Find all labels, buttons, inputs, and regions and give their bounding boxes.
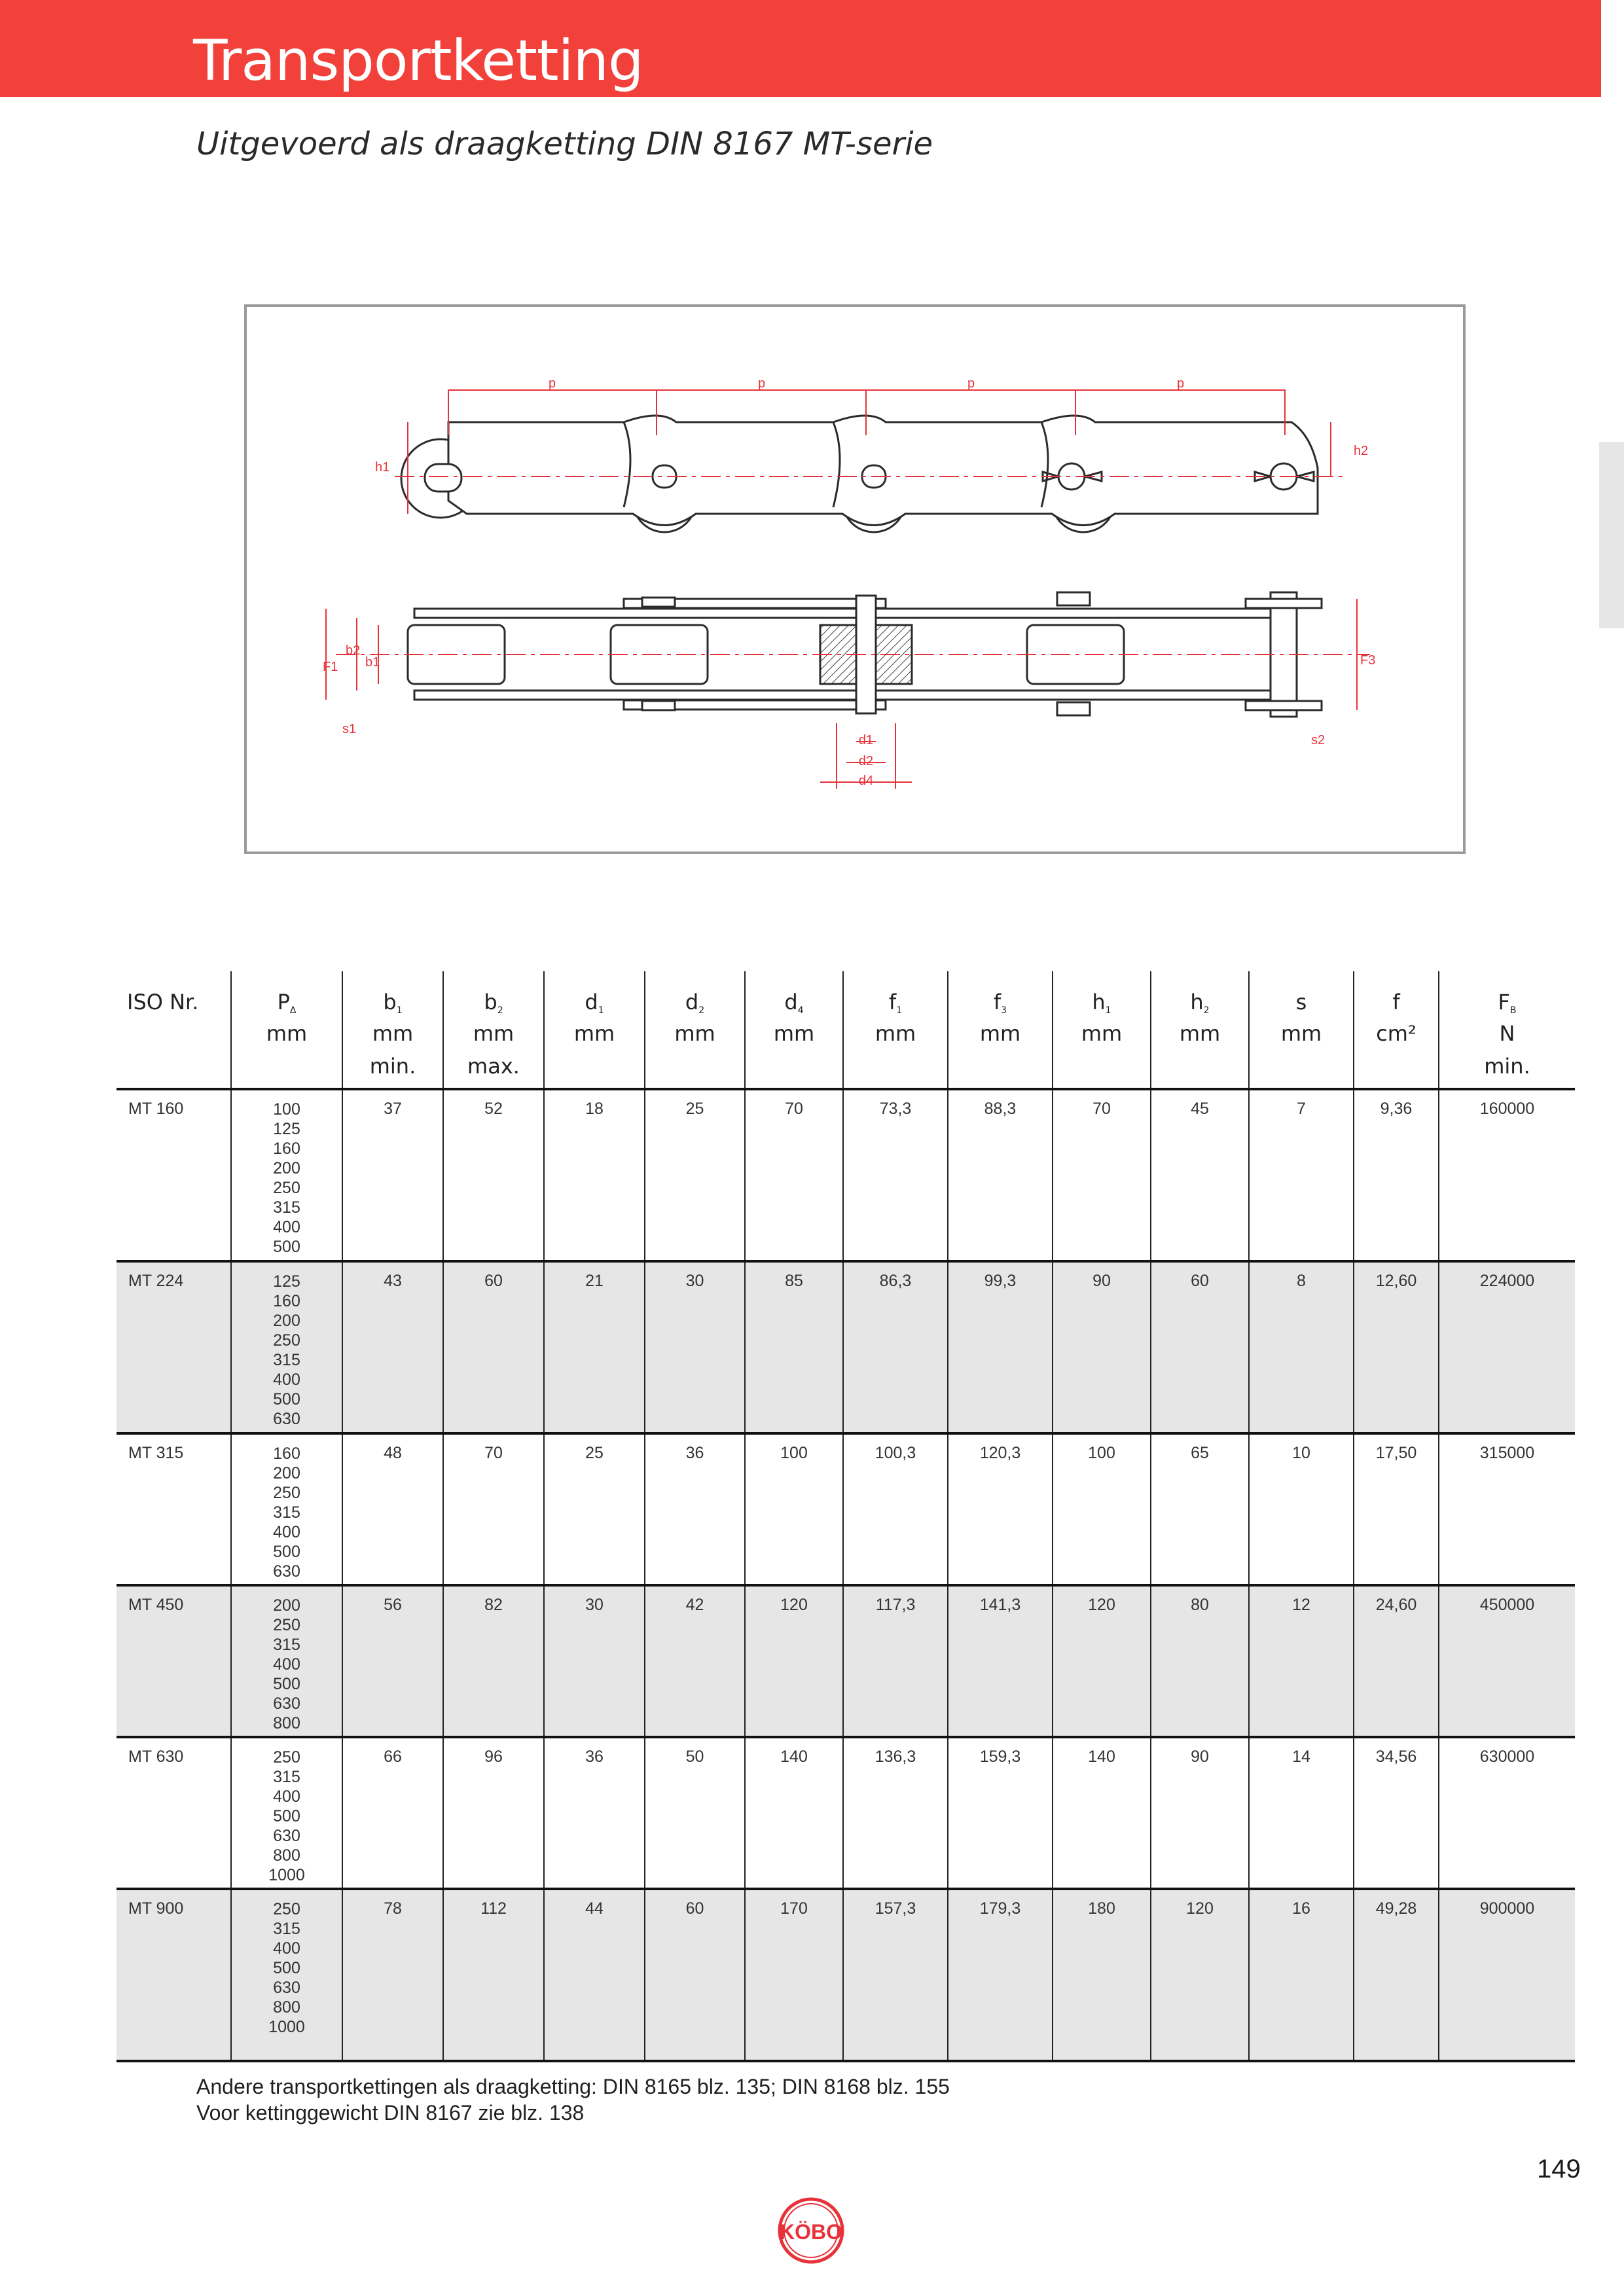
pitch-value: 125 (273, 1120, 300, 1138)
value-cell-fb: 630000 (1479, 1748, 1535, 1766)
value-cell-h1: 100 (1053, 1433, 1151, 1585)
spec-table (117, 971, 1575, 2062)
column-header (342, 971, 443, 1089)
value-cell-f1: 117,3 (843, 1585, 948, 1737)
pitch-value: 500 (273, 1675, 300, 1693)
value-cell-h2: 60 (1151, 1261, 1249, 1433)
value-cell-b2: 60 (443, 1261, 544, 1433)
column-header (1151, 971, 1249, 1089)
pitch-value: 400 (273, 1523, 300, 1541)
pitch-value: 315 (273, 1503, 300, 1522)
column-limit (645, 1054, 744, 1086)
value-cell-d1: 21 (544, 1261, 645, 1433)
value-cell-b2: 96 (443, 1737, 544, 1889)
column-unit: cm² (1376, 1021, 1416, 1046)
pitch-value: 200 (273, 1159, 300, 1177)
side-view (401, 416, 1318, 532)
table-header-row (117, 971, 1575, 1089)
value-cell-f3: 88,3 (948, 1089, 1053, 1261)
value-cell-f1: 100,3 (843, 1433, 948, 1585)
value-cell-f3: 179,3 (948, 1889, 1053, 2061)
table-row (117, 1089, 1575, 1261)
side-tab (1599, 442, 1624, 628)
pitch-value: 160 (273, 1444, 300, 1463)
value-cell-d2: 42 (645, 1585, 745, 1737)
pitch-value: 250 (273, 1616, 300, 1634)
pitch-label: p (967, 376, 975, 391)
value-cell-d2: 30 (645, 1261, 745, 1433)
value-cell-f: 34,56 (1354, 1737, 1439, 1889)
column-symbol: f (1392, 990, 1400, 1014)
pitch-cell (231, 1737, 342, 1889)
pitch-cell (231, 1089, 342, 1261)
column-limit (232, 1054, 342, 1086)
pitch-cell (231, 1889, 342, 2061)
column-limit (844, 1054, 947, 1086)
value-cell-f1: 86,3 (843, 1261, 948, 1433)
b1-label: b1 (365, 655, 380, 670)
column-limit (1151, 1054, 1248, 1086)
s1-label: s1 (342, 722, 357, 736)
value-cell-f1: 136,3 (843, 1737, 948, 1889)
column-unit: N (1499, 1021, 1515, 1046)
table-row (117, 1737, 1575, 1889)
footnote-1: Andere transportkettingen als draagketting: DIN 8165 blz. 135; DIN 8168 blz. 155 (196, 2075, 950, 2098)
column-symbol: $d_2$ (685, 990, 705, 1016)
column-symbol: $b_2$ (484, 990, 503, 1016)
value-cell-h1: 140 (1053, 1737, 1151, 1889)
value-cell-fb: 224000 (1439, 1261, 1575, 1433)
value-cell-f: 49,28 (1354, 1889, 1439, 2061)
column-header (544, 971, 645, 1089)
value-cell-h2: 80 (1151, 1585, 1249, 1737)
pitch-label: p (758, 376, 766, 391)
value-cell-fb: 900000 (1439, 1889, 1575, 2061)
iso-cell: MT 160 (117, 1089, 231, 1261)
iso-cell: MT 224 (117, 1261, 231, 1433)
pitch-cell (231, 1261, 342, 1433)
pitch-value: 250 (273, 1331, 300, 1350)
value-cell-b1: 78 (342, 1889, 443, 2061)
value-cell-h1: 90 (1053, 1261, 1151, 1433)
value-cell-s: 12 (1249, 1585, 1354, 1737)
column-symbol: $d_1$ (585, 990, 604, 1016)
iso-cell: MT 900 (117, 1889, 231, 2061)
value-cell-d4: 100 (745, 1433, 843, 1585)
column-unit: mm (1179, 1021, 1221, 1046)
drawing-frame (245, 306, 1464, 853)
column-unit: mm (1280, 1021, 1322, 1046)
value-cell-fb: 315000 (1479, 1444, 1535, 1462)
column-symbol: $f_3$ (993, 990, 1007, 1016)
pitch-value: 250 (273, 1484, 300, 1502)
value-cell-b1: 66 (342, 1737, 443, 1889)
value-cell-f3: 159,3 (948, 1737, 1053, 1889)
column-limit: min. (1484, 1054, 1530, 1079)
column-symbol: $d_4$ (784, 990, 804, 1016)
value-cell-d1: 44 (544, 1889, 645, 2061)
value-cell-d2: 60 (645, 1889, 745, 2061)
pitch-value: 200 (273, 1596, 300, 1615)
pitch-value: 160 (273, 1139, 300, 1158)
table-row (117, 1261, 1575, 1433)
pitch-value: 1000 (268, 1866, 305, 1884)
column-header (843, 971, 948, 1089)
pitch-value: 100 (273, 1100, 300, 1119)
column-limit (948, 1054, 1052, 1086)
value-cell-s: 7 (1249, 1089, 1354, 1261)
value-cell-d2: 36 (645, 1433, 745, 1585)
column-header (443, 971, 544, 1089)
value-cell-fb: 450000 (1439, 1585, 1575, 1737)
column-limit (127, 1054, 230, 1086)
value-cell-f3: 99,3 (948, 1261, 1053, 1433)
value-cell-h1: 180 (1053, 1889, 1151, 2061)
column-limit (1053, 1054, 1150, 1086)
table-row (117, 1433, 1575, 1585)
column-limit: min. (369, 1054, 416, 1079)
column-unit: mm (773, 1021, 815, 1046)
pitch-value: 800 (273, 1846, 300, 1865)
pitch-value: 250 (273, 1900, 300, 1918)
column-unit: mm (266, 1021, 308, 1046)
pitch-value: 200 (273, 1312, 300, 1330)
column-header (231, 971, 342, 1089)
value-cell-b2: 70 (443, 1433, 544, 1585)
value-cell-b1: 48 (342, 1433, 443, 1585)
value-cell-d1: 18 (544, 1089, 645, 1261)
value-cell-h2: 65 (1151, 1433, 1249, 1585)
pitch-value: 500 (273, 1543, 300, 1561)
value-cell-d1: 25 (544, 1433, 645, 1585)
pitch-value: 630 (273, 1827, 300, 1845)
page-title: Transportketting (193, 28, 643, 94)
pitch-value: 250 (273, 1748, 300, 1767)
column-unit: mm (875, 1021, 916, 1046)
value-cell-f1: 157,3 (843, 1889, 948, 2061)
column-limit (746, 1054, 842, 1086)
column-limit: max. (467, 1054, 520, 1079)
value-cell-f: 17,50 (1354, 1433, 1439, 1585)
pitch-value: 400 (273, 1218, 300, 1236)
pitch-value: 500 (273, 1238, 300, 1256)
h1-label: h1 (375, 460, 390, 475)
column-header (745, 971, 843, 1089)
table-row (117, 1889, 1575, 2061)
pitch-cell (231, 1585, 342, 1737)
iso-cell: MT 450 (117, 1585, 231, 1737)
d2-label: d2 (858, 754, 874, 768)
column-header (948, 971, 1053, 1089)
pitch-label: p (549, 376, 556, 391)
pitch-value: 315 (273, 1198, 300, 1217)
s2-label: s2 (1311, 733, 1326, 747)
d4-label: d4 (858, 774, 874, 788)
pitch-value: 125 (273, 1272, 300, 1291)
b2-label: b2 (346, 643, 361, 658)
value-cell-b1: 56 (342, 1585, 443, 1737)
pitch-value: 400 (273, 1655, 300, 1674)
value-cell-h1: 70 (1053, 1089, 1151, 1261)
value-cell-d2: 50 (645, 1737, 745, 1889)
F3-label: F3 (1360, 653, 1376, 668)
column-header (1354, 971, 1439, 1089)
value-cell-b2: 52 (443, 1089, 544, 1261)
value-cell-f: 9,36 (1354, 1089, 1439, 1261)
pitch-value: 630 (273, 1562, 300, 1581)
column-unit: mm (573, 1021, 615, 1046)
value-cell-s: 16 (1249, 1889, 1354, 2061)
column-unit: mm (674, 1021, 715, 1046)
pitch-value: 200 (273, 1464, 300, 1482)
pitch-value: 250 (273, 1179, 300, 1197)
pitch-value: 315 (273, 1636, 300, 1654)
column-unit: mm (979, 1021, 1021, 1046)
value-cell-b2: 82 (443, 1585, 544, 1737)
pitch-value: 315 (273, 1920, 300, 1938)
h2-label: h2 (1354, 444, 1369, 458)
column-unit: mm (1081, 1021, 1123, 1046)
pitch-value: 400 (273, 1371, 300, 1389)
value-cell-s: 14 (1249, 1737, 1354, 1889)
pitch-value: 500 (273, 1390, 300, 1408)
pitch-value: 400 (273, 1939, 300, 1958)
iso-cell: MT 315 (117, 1433, 231, 1585)
value-cell-d2: 25 (645, 1089, 745, 1261)
value-cell-f: 12,60 (1354, 1261, 1439, 1433)
value-cell-d4: 170 (745, 1889, 843, 2061)
chain-drawing (244, 304, 1466, 854)
pitch-value: 500 (273, 1807, 300, 1825)
column-symbol: ISO Nr. (127, 990, 199, 1014)
column-unit (127, 1021, 230, 1054)
iso-cell: MT 630 (117, 1737, 231, 1889)
value-cell-d1: 30 (544, 1585, 645, 1737)
value-cell-d4: 85 (745, 1261, 843, 1433)
table-row (117, 1585, 1575, 1737)
pitch-value: 630 (273, 1979, 300, 1997)
column-header (117, 971, 231, 1089)
column-header (1249, 971, 1354, 1089)
value-cell-s: 8 (1249, 1261, 1354, 1433)
value-cell-h1: 120 (1053, 1585, 1151, 1737)
column-symbol: $h_2$ (1190, 990, 1210, 1016)
pitch-value: 315 (273, 1351, 300, 1369)
column-limit (1354, 1054, 1438, 1086)
value-cell-s: 10 (1249, 1433, 1354, 1585)
column-limit (545, 1054, 644, 1086)
value-cell-d4: 120 (745, 1585, 843, 1737)
column-header (1053, 971, 1151, 1089)
footnote-2: Voor kettinggewicht DIN 8167 zie blz. 138 (196, 2101, 585, 2125)
column-limit (1250, 1054, 1353, 1086)
value-cell-d4: 70 (745, 1089, 843, 1261)
pitch-value: 400 (273, 1787, 300, 1806)
page-number: 149 (1537, 2155, 1581, 2183)
value-cell-f3: 141,3 (948, 1585, 1053, 1737)
pitch-value: 630 (273, 1410, 300, 1428)
value-cell-d1: 36 (544, 1737, 645, 1889)
pitch-cell (231, 1433, 342, 1585)
value-cell-fb: 160000 (1479, 1100, 1535, 1118)
column-symbol: $b_1$ (383, 990, 403, 1016)
column-header (1439, 971, 1575, 1089)
value-cell-h2: 45 (1151, 1089, 1249, 1261)
value-cell-h2: 90 (1151, 1737, 1249, 1889)
value-cell-b1: 43 (342, 1261, 443, 1433)
value-cell-b2: 112 (443, 1889, 544, 2061)
pitch-value: 315 (273, 1768, 300, 1786)
pitch-value: 800 (273, 1998, 300, 2017)
column-header (645, 971, 745, 1089)
column-symbol: $P_\Delta$ (277, 990, 297, 1016)
value-cell-f3: 120,3 (948, 1433, 1053, 1585)
pitch-value: 800 (273, 1714, 300, 1732)
logo-text: KÖBO (780, 2220, 842, 2244)
value-cell-h2: 120 (1151, 1889, 1249, 2061)
column-symbol: $h_1$ (1092, 990, 1111, 1016)
column-symbol: s (1295, 990, 1307, 1014)
pitch-value: 630 (273, 1695, 300, 1713)
column-unit: mm (473, 1021, 514, 1046)
column-unit: mm (372, 1021, 414, 1046)
value-cell-d4: 140 (745, 1737, 843, 1889)
page-subtitle: Uitgevoerd als draagketting DIN 8167 MT-serie (196, 126, 933, 162)
F1-label: F1 (323, 660, 338, 674)
pitch-value: 160 (273, 1292, 300, 1310)
value-cell-b1: 37 (342, 1089, 443, 1261)
column-symbol: $f_1$ (888, 990, 903, 1016)
pitch-value: 1000 (268, 2018, 305, 2036)
value-cell-f1: 73,3 (843, 1089, 948, 1261)
value-cell-f: 24,60 (1354, 1585, 1439, 1737)
d1-label: d1 (858, 733, 874, 747)
pitch-label: p (1177, 376, 1185, 391)
kobo-logo (776, 2196, 846, 2265)
pitch-value: 500 (273, 1959, 300, 1977)
column-symbol: $F_B$ (1498, 990, 1517, 1016)
